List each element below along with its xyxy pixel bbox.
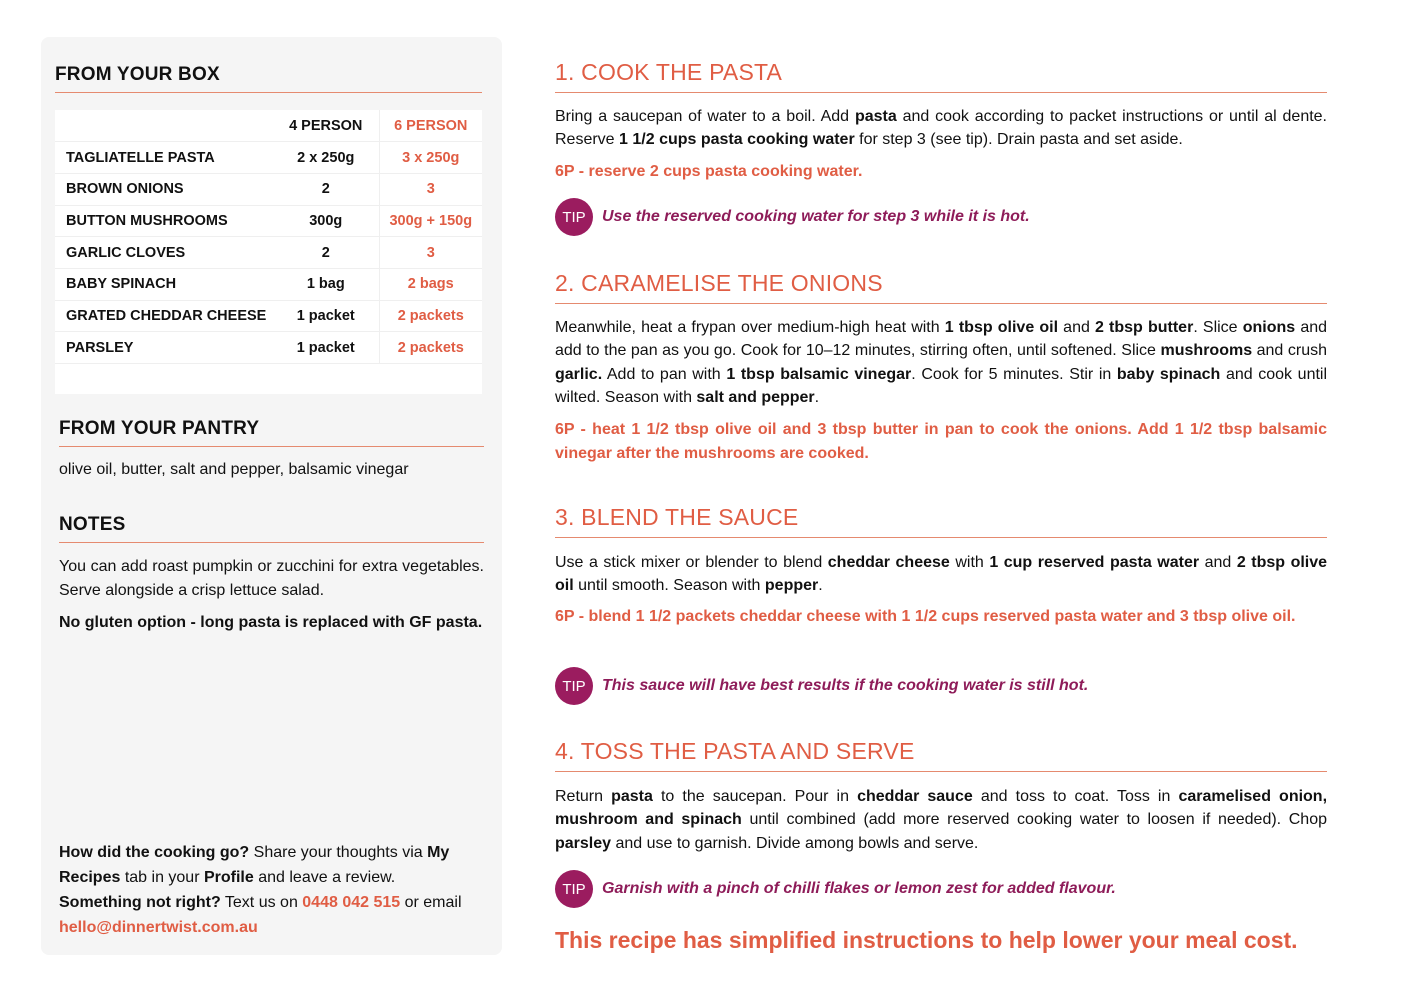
bold-ingredient: 1 tbsp olive oil bbox=[944, 319, 1059, 336]
notes-text: You can add roast pumpkin or zucchini for extra vegetables. Serve alongside a crisp lettuce salad. bbox=[59, 558, 484, 599]
ingredient-name: GRATED CHEDDAR CHEESE bbox=[55, 300, 273, 332]
bold-ingredient: pasta bbox=[854, 108, 897, 125]
qty-4: 1 bag bbox=[273, 268, 379, 300]
table-row bbox=[55, 268, 482, 300]
step-1-6p-note: 6P - reserve 2 cups pasta cooking water. bbox=[555, 163, 863, 180]
bold-ingredient: parsley bbox=[555, 834, 612, 852]
box-title: FROM YOUR BOX bbox=[55, 64, 482, 93]
body-text: and cook according to packet instructions or until al dente. Reserve bbox=[555, 108, 1328, 149]
body-text: Add to pan with bbox=[602, 365, 727, 383]
qty-4: 300g bbox=[273, 205, 379, 237]
phone-link[interactable]: 0448 042 515 bbox=[302, 894, 401, 911]
bold-ingredient: 1 tbsp balsamic vinegar bbox=[726, 365, 912, 383]
feedback-text: tab in your bbox=[120, 869, 204, 886]
feedback-text: and leave a review. bbox=[253, 869, 396, 886]
body-text: until smooth. Season with bbox=[573, 577, 765, 595]
feedback-question: How did the cooking go? bbox=[59, 844, 250, 861]
body-text: . bbox=[818, 577, 823, 595]
step-4-body bbox=[555, 785, 1327, 855]
tip-badge-icon: TIP bbox=[555, 198, 593, 236]
body-text: until combined (add more reserved cooking water to loosen if needed). Chop bbox=[741, 811, 1328, 829]
table-row bbox=[55, 300, 482, 332]
header-name bbox=[55, 110, 273, 142]
ingredient-name: PARSLEY bbox=[55, 332, 273, 364]
bold-ingredient: mushrooms bbox=[1160, 342, 1253, 360]
bold-ingredient: 1 1/2 cups pasta cooking water bbox=[619, 131, 855, 149]
bold-ingredient: caramelised onion, mushroom and spinach bbox=[555, 788, 1328, 829]
ingredients-table bbox=[55, 110, 482, 394]
feedback-text: Share your thoughts via bbox=[249, 844, 428, 861]
bold-ingredient: onions bbox=[1242, 319, 1296, 336]
step-3-6p-note: 6P - blend 1 1/2 packets cheddar cheese with 1 1/2 cups reserved pasta water and 3 tbsp olive oil. bbox=[555, 608, 1296, 625]
pantry-title: FROM YOUR PANTRY bbox=[59, 418, 484, 447]
table-row bbox=[55, 237, 482, 269]
bold-ingredient: salt and pepper bbox=[696, 388, 815, 406]
body-text: and toss to coat. Toss in bbox=[972, 788, 1179, 805]
step-4-title: 4. TOSS THE PASTA AND SERVE bbox=[555, 738, 1327, 772]
header-4-person: 4 PERSON bbox=[273, 110, 379, 142]
step-3-body bbox=[555, 551, 1327, 598]
bold-ingredient: 1 cup reserved pasta water bbox=[989, 554, 1200, 571]
body-text: and bbox=[1058, 319, 1096, 336]
bold-ingredient: garlic. bbox=[555, 365, 603, 383]
tip-text: Use the reserved cooking water for step 3 while it is hot. bbox=[602, 208, 1030, 225]
step-1-tip bbox=[555, 198, 1030, 236]
profile-label: Profile bbox=[203, 869, 254, 886]
feedback-block bbox=[59, 840, 484, 940]
body-text: and crush bbox=[1252, 342, 1328, 360]
bold-ingredient: cheddar cheese bbox=[827, 554, 950, 571]
body-text: for step 3 (see tip). Drain pasta and set aside. bbox=[854, 131, 1183, 149]
qty-4: 2 bbox=[273, 173, 379, 205]
ingredients-panel bbox=[41, 37, 502, 955]
step-1-title: 1. COOK THE PASTA bbox=[555, 59, 1327, 93]
tip-text: Garnish with a pinch of chilli flakes or lemon zest for added flavour. bbox=[602, 880, 1116, 897]
my-recipes-label: My Recipes bbox=[59, 844, 450, 886]
qty-4: 2 x 250g bbox=[273, 142, 379, 174]
body-text: and bbox=[1199, 554, 1237, 571]
tip-badge-icon: TIP bbox=[555, 870, 593, 908]
ingredient-name: GARLIC CLOVES bbox=[55, 237, 273, 269]
body-text: . Cook for 5 minutes. Stir in bbox=[911, 365, 1117, 383]
email-link[interactable]: hello@dinnertwist.com.au bbox=[59, 919, 258, 936]
tip-badge-icon: TIP bbox=[555, 667, 593, 705]
ingredient-name: BROWN ONIONS bbox=[55, 173, 273, 205]
support-question: Something not right? bbox=[59, 894, 221, 911]
body-text: and add to the pan as you go. Cook for 10–12 minutes, stirring often, until softened. Slice bbox=[555, 319, 1328, 360]
qty-6: 2 bags bbox=[379, 268, 482, 300]
table-row bbox=[55, 142, 482, 174]
body-text: Meanwhile, heat a frypan over medium-high heat with bbox=[555, 319, 945, 336]
body-text: Use a stick mixer or blender to blend bbox=[555, 554, 828, 571]
qty-6: 3 bbox=[379, 173, 482, 205]
bold-ingredient: baby spinach bbox=[1116, 365, 1221, 383]
ingredient-name: TAGLIATELLE PASTA bbox=[55, 142, 273, 174]
pantry-text: olive oil, butter, salt and pepper, balsamic vinegar bbox=[59, 461, 409, 478]
body-text: and use to garnish. Divide among bowls and serve. bbox=[611, 834, 979, 852]
table-row bbox=[55, 173, 482, 205]
step-3-title: 3. BLEND THE SAUCE bbox=[555, 504, 1327, 538]
step-1-body bbox=[555, 105, 1327, 152]
qty-4: 1 packet bbox=[273, 300, 379, 332]
footer-note: This recipe has simplified instructions to help lower your meal cost. bbox=[555, 927, 1298, 953]
body-text: with bbox=[949, 554, 990, 571]
gluten-free-note: No gluten option - long pasta is replaced with GF pasta. bbox=[59, 614, 483, 631]
step-2-title: 2. CARAMELISE THE ONIONS bbox=[555, 270, 1327, 304]
qty-4: 2 bbox=[273, 237, 379, 269]
qty-6: 3 x 250g bbox=[379, 142, 482, 174]
body-text: Return bbox=[555, 788, 612, 805]
body-text: to the saucepan. Pour in bbox=[652, 788, 858, 805]
bold-ingredient: 2 tbsp olive oil bbox=[555, 554, 1328, 595]
qty-6: 2 packets bbox=[379, 300, 482, 332]
tip-text: This sauce will have best results if the cooking water is still hot. bbox=[602, 677, 1089, 694]
step-3-tip bbox=[555, 667, 1088, 705]
qty-6: 3 bbox=[379, 237, 482, 269]
body-text: and cook until wilted. Season with bbox=[555, 365, 1328, 406]
bold-ingredient: cheddar sauce bbox=[857, 788, 973, 805]
ingredient-name: BUTTON MUSHROOMS bbox=[55, 205, 273, 237]
table-row bbox=[55, 205, 482, 237]
body-text: Bring a saucepan of water to a boil. Add bbox=[555, 108, 855, 125]
qty-6: 2 packets bbox=[379, 332, 482, 364]
body-text: . bbox=[814, 388, 820, 406]
qty-6: 300g + 150g bbox=[379, 205, 482, 237]
table-row bbox=[55, 332, 482, 364]
table-header-row bbox=[55, 110, 482, 142]
feedback-text: or email bbox=[400, 894, 462, 911]
step-2-6p-note: 6P - heat 1 1/2 tbsp olive oil and 3 tbsp butter in pan to cook the onions. Add 1 1/2 tbsp balsamic vinegar after the mushrooms are cooked. bbox=[555, 421, 1327, 462]
header-6-person: 6 PERSON bbox=[379, 110, 482, 142]
bold-ingredient: pasta bbox=[611, 788, 653, 805]
feedback-text: Text us on bbox=[220, 894, 303, 911]
step-4-tip bbox=[555, 870, 1116, 908]
bold-ingredient: 2 tbsp butter bbox=[1095, 319, 1194, 336]
bold-ingredient: pepper bbox=[764, 577, 819, 595]
qty-4: 1 packet bbox=[273, 332, 379, 364]
ingredient-name: BABY SPINACH bbox=[55, 268, 273, 300]
body-text: . Slice bbox=[1193, 319, 1243, 336]
step-2-body bbox=[555, 316, 1327, 409]
notes-title: NOTES bbox=[59, 514, 484, 543]
